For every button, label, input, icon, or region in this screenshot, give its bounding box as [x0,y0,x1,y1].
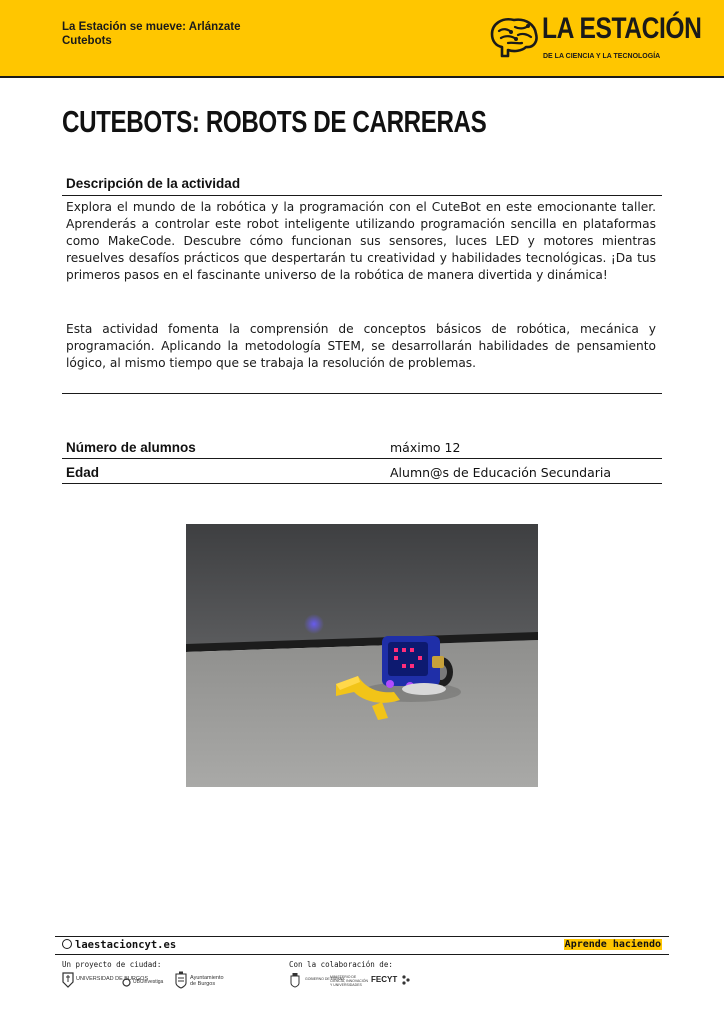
collaboration-label: Con la colaboración de: [289,960,393,969]
gobierno-espana-logo [289,970,345,992]
info-row-age [62,460,662,484]
la-estacion-logo [488,12,702,66]
partner-text: Ayuntamiento de Burgos [190,975,224,987]
footer-website-link[interactable] [62,939,176,951]
partner-text: UNIVERSIDAD DE BURGOS [76,976,149,982]
info-row-students [62,435,662,459]
partner-text: MINISTERIO DE CIENCIA, INNOVACIÓN Y UNIVERSIDADES [330,975,369,987]
cutebot-photo-illustration [186,524,538,787]
ayuntamiento-burgos-logo [175,970,233,992]
university-shield-icon [62,972,74,988]
info-label: Edad [66,465,100,480]
header-line-2: Cutebots [62,35,112,47]
cutebot-photo [186,524,538,787]
brain-icon [488,14,540,64]
ministerio-ciencia-logo [330,970,370,992]
description-heading: Descripción de la actividad [66,176,241,191]
section-divider [62,393,662,394]
footer-tagline: Aprende haciendo [564,939,661,950]
ubu-investiga-logo [122,970,166,992]
footer-bar [55,936,669,955]
logo-subtitle: DE LA CIENCIA Y LA TECNOLOGÍA [543,53,661,60]
description-paragraph-1: Explora el mundo de la robótica y la programación con el CuteBot en este emocionante taller. Aprenderás a controlar este robot inteligente utilizando programación sencilla en plataformas como MakeCode. Descubre cómo funcionan sus sensores, luces LED y motores mientras resuelves desafíos prácticos que despertarán tu creatividad y habilidades tecnológicas. ¡Da tus primeros pasos en el fascinante universo de la robótica de manera divertida y dinámica! [66,200,656,282]
instagram-icon [62,939,72,949]
info-label: Número de alumnos [66,440,196,455]
info-value: Alumn@s de Educación Secundaria [390,465,612,480]
description-paragraph-2: Esta actividad fomenta la comprensión de conceptos básicos de robótica, mecánica y programación. Aplicando la metodología STEM, se desarrollarán habilidades de pensamiento lógico, al mismo tiempo que se trabaja la resolución de problemas. [66,322,656,370]
info-value: máximo 12 [390,440,461,455]
logo-title: LA ESTACIÓN [542,12,702,45]
partner-text: UBUinvestiga [133,979,164,985]
footer-url-text: laestacioncyt.es [75,939,177,951]
fecyt-logo [371,970,411,992]
city-crest-icon [175,971,187,989]
partner-text: FECYT [371,975,398,984]
header-text [62,20,241,48]
page-title: CUTEBOTS: ROBOTS DE CARRERAS [62,104,487,139]
partner-text: GOBIERNO DE ESPAÑA [305,977,345,981]
circle-icon [122,978,131,987]
fecyt-dots-icon [401,974,411,986]
project-label: Un proyecto de ciudad: [62,960,162,969]
header-bar [0,0,724,78]
header-line-1: La Estación se mueve: Arlánzate [62,21,241,33]
spain-coat-of-arms-icon [289,972,301,988]
description-heading-row [62,174,662,196]
